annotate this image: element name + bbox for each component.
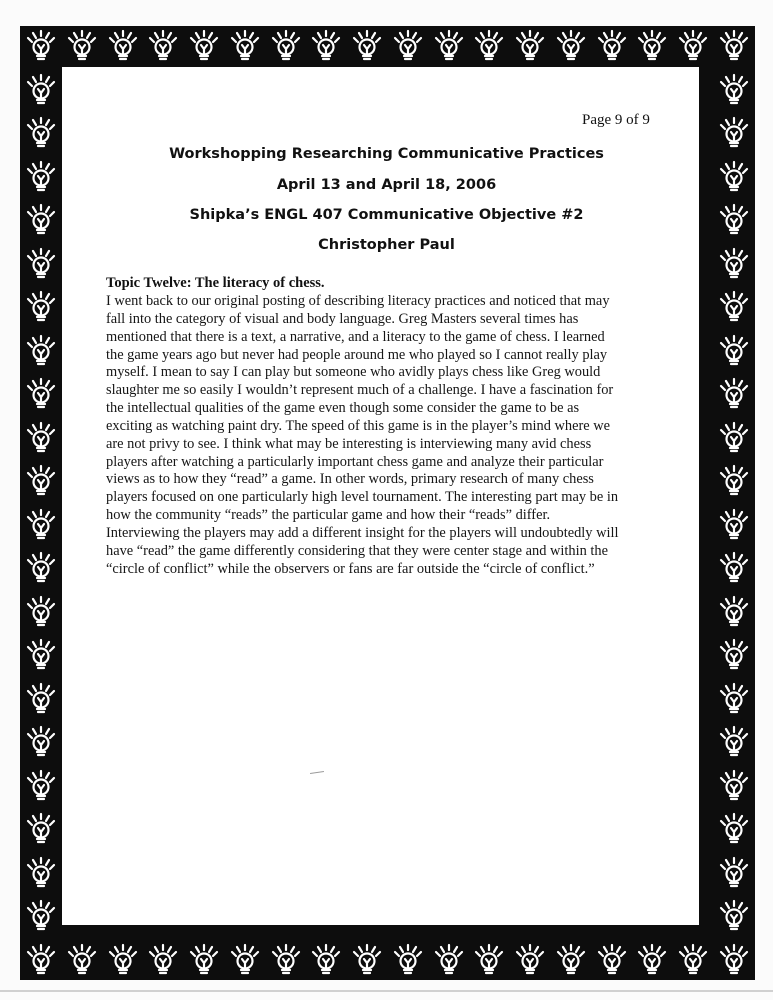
lightbulb-icon xyxy=(717,943,751,977)
body-line: the intellectual qualities of the game even though some consider the game to be as xyxy=(106,400,580,417)
body-line: exciting as watching paint dry. The speed of this game is in the player’s mind where we xyxy=(106,417,611,434)
lightbulb-icon xyxy=(717,73,751,107)
lightbulb-icon xyxy=(432,943,466,977)
body-line: I went back to our original posting of describing literacy practices and noticed that may xyxy=(106,293,610,309)
lightbulb-icon xyxy=(717,116,751,150)
lightbulb-icon xyxy=(309,29,343,63)
lightbulb-icon xyxy=(635,29,669,63)
body-line: fall into the category of visual and body language. Greg Masters several times has xyxy=(106,310,579,327)
body-line: myself. I mean to say I can play but someone who avidly plays chess like Greg would xyxy=(106,364,601,381)
lightbulb-icon xyxy=(432,29,466,63)
lightbulb-icon xyxy=(106,943,140,977)
page-number: Page 9 of 9 xyxy=(582,112,650,128)
body-line: “circle of conflict” while the observers or fans are far outside the “circle of conflict.” xyxy=(106,560,595,577)
lightbulb-icon xyxy=(595,943,629,977)
document-title: Workshopping Researching Communicative Practices xyxy=(169,146,604,162)
lightbulb-icon xyxy=(717,856,751,890)
lightbulb-icon xyxy=(717,377,751,411)
lightbulb-icon xyxy=(24,638,58,672)
lightbulb-icon xyxy=(717,725,751,759)
lightbulb-icon xyxy=(24,551,58,585)
lightbulb-icon xyxy=(635,943,669,977)
document-date: April 13 and April 18, 2006 xyxy=(276,177,497,193)
lightbulb-icon xyxy=(717,160,751,194)
lightbulb-icon xyxy=(717,638,751,672)
lightbulb-icon xyxy=(24,899,58,933)
lightbulb-icon xyxy=(554,29,588,63)
lightbulb-icon xyxy=(717,899,751,933)
lightbulb-icon xyxy=(717,247,751,281)
lightbulb-icon xyxy=(24,203,58,237)
lightbulb-icon xyxy=(595,29,629,63)
lightbulb-icon xyxy=(472,29,506,63)
lightbulb-icon xyxy=(717,769,751,803)
lightbulb-icon xyxy=(717,334,751,368)
lightbulb-icon xyxy=(228,943,262,977)
lightbulb-icon xyxy=(24,29,58,63)
lightbulb-icon xyxy=(717,290,751,324)
lightbulb-icon xyxy=(24,334,58,368)
lightbulb-icon xyxy=(24,856,58,890)
lightbulb-icon xyxy=(717,421,751,455)
lightbulb-icon xyxy=(554,943,588,977)
lightbulb-icon xyxy=(24,160,58,194)
lightbulb-icon xyxy=(350,943,384,977)
lightbulb-icon xyxy=(717,203,751,237)
lightbulb-icon xyxy=(24,377,58,411)
author-name: Christopher Paul xyxy=(318,237,455,253)
lightbulb-icon xyxy=(391,943,425,977)
body-line: are not privy to see. I think what may be interesting is interviewing many avid chess xyxy=(106,435,592,452)
lightbulb-icon xyxy=(24,73,58,107)
lightbulb-icon xyxy=(24,290,58,324)
lightbulb-icon xyxy=(24,769,58,803)
body-line: have “read” the game differently considering that they were center stage and within the xyxy=(106,542,608,559)
lightbulb-icon xyxy=(350,29,384,63)
lightbulb-icon xyxy=(309,943,343,977)
body-paragraph xyxy=(106,293,658,579)
lightbulb-icon xyxy=(717,29,751,63)
body-line: views as to how they “read” a game. In other words, primary research of many chess xyxy=(106,471,594,488)
body-line: the game years ago but never had people around me who played so I cannot really play xyxy=(106,346,608,363)
lightbulb-icon xyxy=(24,812,58,846)
lightbulb-icon xyxy=(717,812,751,846)
lightbulb-icon xyxy=(717,508,751,542)
lightbulb-icon xyxy=(717,464,751,498)
lightbulb-icon xyxy=(65,943,99,977)
lightbulb-icon xyxy=(228,29,262,63)
lightbulb-icon xyxy=(187,943,221,977)
lightbulb-icon xyxy=(24,508,58,542)
body-line: slaughter me so easily I wouldn’t represent much of a challenge. I have a fascination for xyxy=(106,382,614,399)
lightbulb-icon xyxy=(717,551,751,585)
lightbulb-icon xyxy=(24,725,58,759)
lightbulb-icon xyxy=(472,943,506,977)
lightbulb-icon xyxy=(269,943,303,977)
lightbulb-icon xyxy=(24,116,58,150)
lightbulb-icon xyxy=(24,943,58,977)
lightbulb-icon xyxy=(24,682,58,716)
topic-title: Topic Twelve: The literacy of chess. xyxy=(106,275,325,291)
lightbulb-icon xyxy=(717,595,751,629)
lightbulb-icon xyxy=(513,29,547,63)
scan-edge xyxy=(0,990,773,992)
lightbulb-icon xyxy=(513,943,547,977)
lightbulb-icon xyxy=(676,29,710,63)
body-line: Interviewing the players may add a different insight for the players will undoubtedly will xyxy=(106,524,619,541)
body-line: players after watching a particularly important chess game and analyze their particular xyxy=(106,453,604,470)
lightbulb-icon xyxy=(24,247,58,281)
lightbulb-icon xyxy=(676,943,710,977)
lightbulb-icon xyxy=(187,29,221,63)
lightbulb-icon xyxy=(146,29,180,63)
lightbulb-icon xyxy=(146,943,180,977)
body-line: how the community “reads” the particular game and how their “reads” differ. xyxy=(106,507,551,524)
body-line: mentioned that there is a text, a narrative, and a literacy to the game of chess. I learned xyxy=(106,328,605,345)
lightbulb-icon xyxy=(106,29,140,63)
lightbulb-icon xyxy=(391,29,425,63)
lightbulb-icon xyxy=(24,595,58,629)
lightbulb-icon xyxy=(24,464,58,498)
lightbulb-icon xyxy=(717,682,751,716)
lightbulb-icon xyxy=(24,421,58,455)
lightbulb-icon xyxy=(65,29,99,63)
body-line: players focused on one particularly high level tournament. The interesting part may be in xyxy=(106,489,619,506)
course-objective: Shipka’s ENGL 407 Communicative Objective #2 xyxy=(189,207,584,223)
lightbulb-icon xyxy=(269,29,303,63)
